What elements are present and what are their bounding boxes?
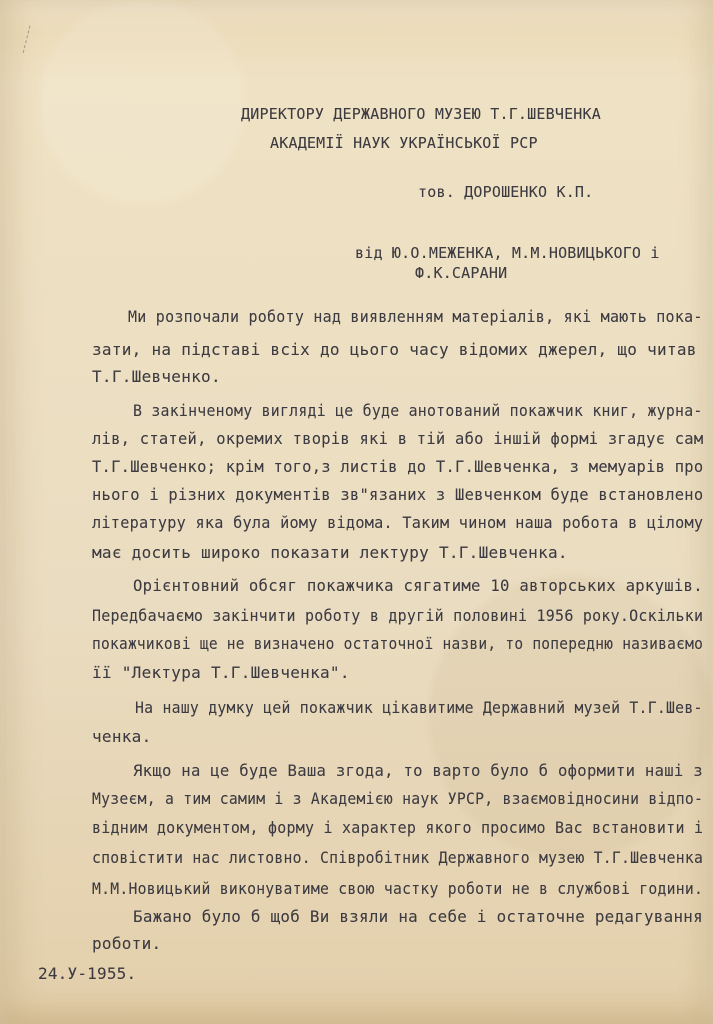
body-line-10: Орієнтовний обсяг покажчика сягатиме 10 авторських аркушів.	[133, 576, 703, 595]
body-line-11: Передбачаємо закінчити роботу в другій половині 1956 року.Оскільки	[92, 606, 704, 625]
body-line-3: Т.Г.Шевченко.	[92, 367, 221, 386]
from-line-2: Ф.К.САРАНИ	[415, 264, 508, 282]
header-line-1: ДИРЕКТОРУ ДЕРЖАВНОГО МУЗЕЮ Т.Г.ШЕВЧЕНКА	[241, 105, 601, 123]
body-line-12: покажчикові ще не визначено остаточної назви, то попередню називаємо	[92, 634, 704, 653]
header-line-2: АКАДЕМІЇ НАУК УКРАЇНСЬКОЇ РСР	[270, 134, 538, 152]
body-line-13: її "Лектура Т.Г.Шевченка".	[92, 663, 350, 682]
body-line-18: відним документом, форму і характер якого просимо Вас встановити і	[92, 818, 704, 837]
from-line-1: від Ю.О.МЕЖЕНКА, М.М.НОВИЦЬКОГО і	[355, 244, 660, 262]
body-line-1: Ми розпочали роботу над виявленням матеріалів, які мають пока-	[128, 307, 703, 326]
body-line-8: літературу яка була йому відома. Таким чином наша робота в цілому	[92, 513, 704, 532]
recipient-line: тов. ДОРОШЕНКО К.П.	[418, 183, 594, 201]
body-line-15: ченка.	[92, 727, 152, 746]
body-line-6: Т.Г.Шевченко; крім того,з листів до Т.Г.Шевченка, з мемуарів про	[92, 457, 704, 476]
body-line-9: має досить широко показати лектуру Т.Г.Шевченка.	[92, 543, 568, 562]
body-line-16: Якщо на це буде Ваша згода, то варто було б оформити наші з	[133, 761, 703, 780]
body-line-4: В закінченому вигляді це буде анотований покажчик книг, журна-	[133, 401, 703, 420]
body-line-14: На нашу думку цей покажчик цікавитиме Державний музей Т.Г.Шев-	[135, 698, 703, 717]
body-line-2: зати, на підставі всіх до цього часу відомих джерел, що читав	[92, 340, 697, 359]
body-line-19: сповістити нас листовно. Співробітник Державного музею Т.Г.Шевченка	[92, 848, 704, 867]
body-line-20: М.М.Новицький виконуватиме свою частку роботи не в службові години.	[92, 879, 704, 898]
body-line-21: Бажано було б щоб Ви взяли на себе і остаточне редагування	[133, 907, 703, 926]
left-margin-mark	[23, 26, 37, 55]
body-line-5: лів, статей, окремих творів які в тій або іншій формі згадує сам	[92, 429, 704, 448]
body-line-7: нього і різних документів зв"язаних з Шевченком буде встановлено	[92, 485, 704, 504]
body-line-22: роботи.	[92, 934, 162, 953]
document-date: 24.У-1955.	[38, 964, 137, 983]
body-line-17: Музеєм, а тим самим і з Академією наук УРСР, взаємовідносини відпо-	[92, 789, 704, 808]
